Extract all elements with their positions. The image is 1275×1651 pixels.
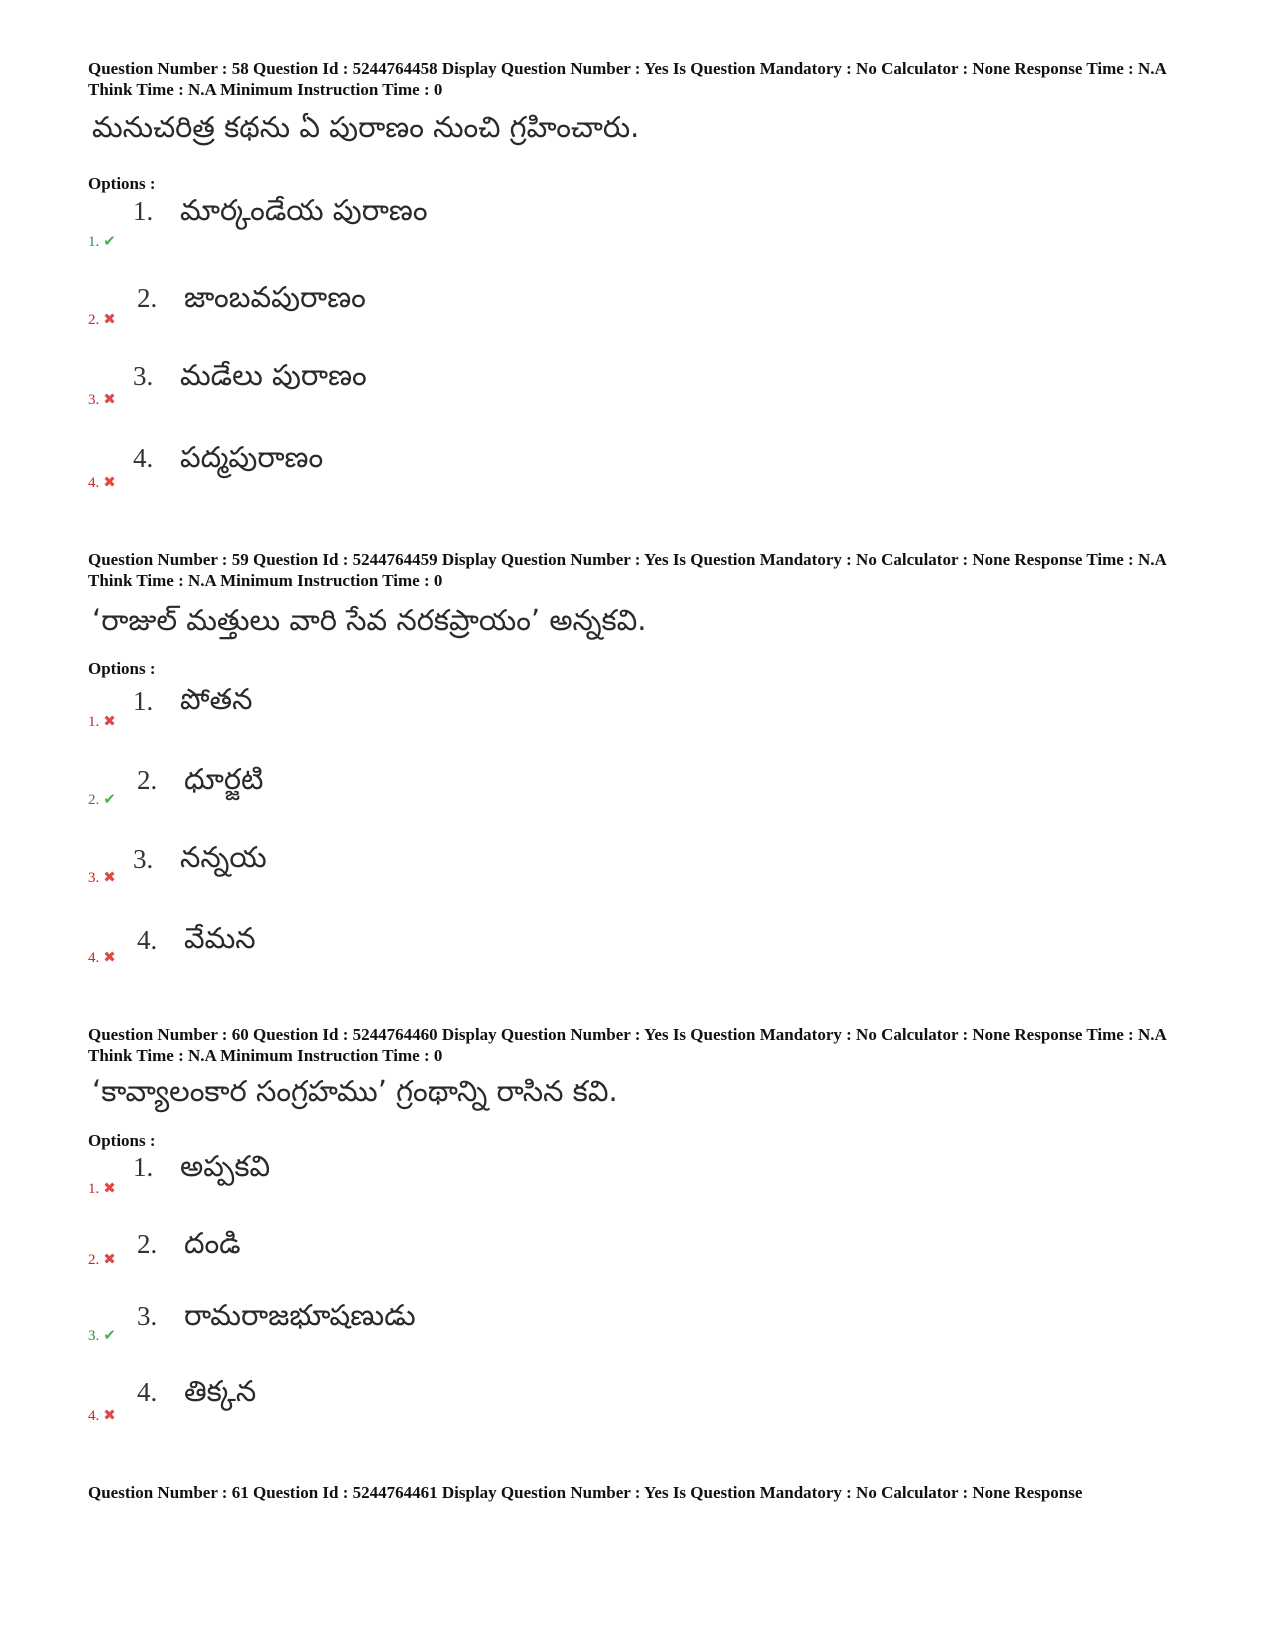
question-59-option-1-text: పోతన bbox=[180, 682, 253, 716]
question-60-option-2-text: దండి bbox=[184, 1226, 241, 1260]
cross-icon: ✖ bbox=[103, 714, 116, 730]
question-58-option-2-number: 2. bbox=[137, 283, 158, 313]
question-60-option-3-text: రామరాజభూషణుడు bbox=[184, 1298, 416, 1332]
question-60-option-4-number: 4. bbox=[137, 1377, 158, 1407]
cross-icon: ✖ bbox=[103, 950, 116, 966]
question-59-options-label: Options : bbox=[88, 659, 156, 678]
question-60-option-1-mark: 1. ✖ bbox=[88, 1181, 116, 1197]
question-58-option-4-mark: 4. ✖ bbox=[88, 475, 116, 491]
question-59-meta: Question Number : 59 Question Id : 5244764459 Display Question Number : Yes Is Question Mandatory : No Calculator : None Response Time : N.A Think Time : N.A Minimum Instruction Time : 0 bbox=[88, 550, 1166, 590]
question-59-option-3-mark: 3. ✖ bbox=[88, 870, 116, 886]
question-59-option-4-text: వేమన bbox=[184, 921, 256, 955]
question-60-option-3-number: 3. bbox=[137, 1301, 158, 1331]
question-59-option-4-mark: 4. ✖ bbox=[88, 950, 116, 966]
question-59-option-2-text: ధూర్జటి bbox=[184, 762, 264, 796]
check-icon: ✔ bbox=[103, 792, 116, 808]
question-58-option-2-mark: 2. ✖ bbox=[88, 312, 116, 328]
question-58-meta: Question Number : 58 Question Id : 5244764458 Display Question Number : Yes Is Question Mandatory : No Calculator : None Response Time : N.A Think Time : N.A Minimum Instruction Time : 0 bbox=[88, 59, 1166, 99]
question-58-option-3-text: మడేలు పురాణం bbox=[180, 358, 367, 392]
question-60-option-2-mark: 2. ✖ bbox=[88, 1252, 116, 1268]
question-58-option-1-text: మార్కండేయ పురాణం bbox=[180, 193, 428, 227]
question-60-text: ‘కావ్యాలంకార సంగ్రహము’ గ్రంథాన్ని రాసిన కవి. bbox=[92, 1074, 618, 1108]
question-59-option-4-number: 4. bbox=[137, 925, 158, 955]
check-icon: ✔ bbox=[103, 1328, 116, 1344]
question-60-options-label: Options : bbox=[88, 1131, 156, 1150]
question-58-options-label: Options : bbox=[88, 174, 156, 193]
cross-icon: ✖ bbox=[103, 392, 116, 408]
cross-icon: ✖ bbox=[103, 1408, 116, 1424]
question-60-option-4-text: తిక్కన bbox=[184, 1374, 257, 1408]
question-60-option-1-number: 1. bbox=[133, 1152, 154, 1182]
question-61-meta: Question Number : 61 Question Id : 5244764461 Display Question Number : Yes Is Question Mandatory : No Calculator : None Response bbox=[88, 1483, 1083, 1502]
question-58-option-4-number: 4. bbox=[133, 443, 154, 473]
question-58-option-1-number: 1. bbox=[133, 196, 154, 226]
question-60-meta: Question Number : 60 Question Id : 5244764460 Display Question Number : Yes Is Question Mandatory : No Calculator : None Response Time : N.A Think Time : N.A Minimum Instruction Time : 0 bbox=[88, 1025, 1166, 1065]
question-58-option-3-number: 3. bbox=[133, 361, 154, 391]
question-60-option-4-mark: 4. ✖ bbox=[88, 1408, 116, 1424]
question-59-option-2-number: 2. bbox=[137, 765, 158, 795]
question-60-option-2-number: 2. bbox=[137, 1229, 158, 1259]
question-58-text: మనుచరిత్ర కథను ఏ పురాణం నుంచి గ్రహించారు. bbox=[92, 110, 640, 144]
question-60-option-1-text: అప్పకవి bbox=[180, 1149, 271, 1183]
cross-icon: ✖ bbox=[103, 1252, 116, 1268]
question-59-option-2-mark: 2. ✔ bbox=[88, 792, 116, 808]
cross-icon: ✖ bbox=[103, 475, 116, 491]
question-60-option-3-mark: 3. ✔ bbox=[88, 1328, 116, 1344]
question-59-option-3-text: నన్నయ bbox=[180, 840, 267, 874]
question-58-option-1-mark: 1. ✔ bbox=[88, 234, 116, 250]
check-icon: ✔ bbox=[103, 234, 116, 250]
cross-icon: ✖ bbox=[103, 870, 116, 886]
question-59-option-1-number: 1. bbox=[133, 686, 154, 716]
question-58-option-4-text: పద్మపురాణం bbox=[180, 440, 324, 474]
question-58-option-3-mark: 3. ✖ bbox=[88, 392, 116, 408]
question-59-option-3-number: 3. bbox=[133, 844, 154, 874]
question-59-option-1-mark: 1. ✖ bbox=[88, 714, 116, 730]
cross-icon: ✖ bbox=[103, 312, 116, 328]
question-59-text: ‘రాజుల్ మత్తులు వారి సేవ నరకప్రాయం’ అన్నకవి. bbox=[92, 603, 647, 637]
cross-icon: ✖ bbox=[103, 1181, 116, 1197]
question-58-option-2-text: జాంబవపురాణం bbox=[184, 280, 366, 314]
